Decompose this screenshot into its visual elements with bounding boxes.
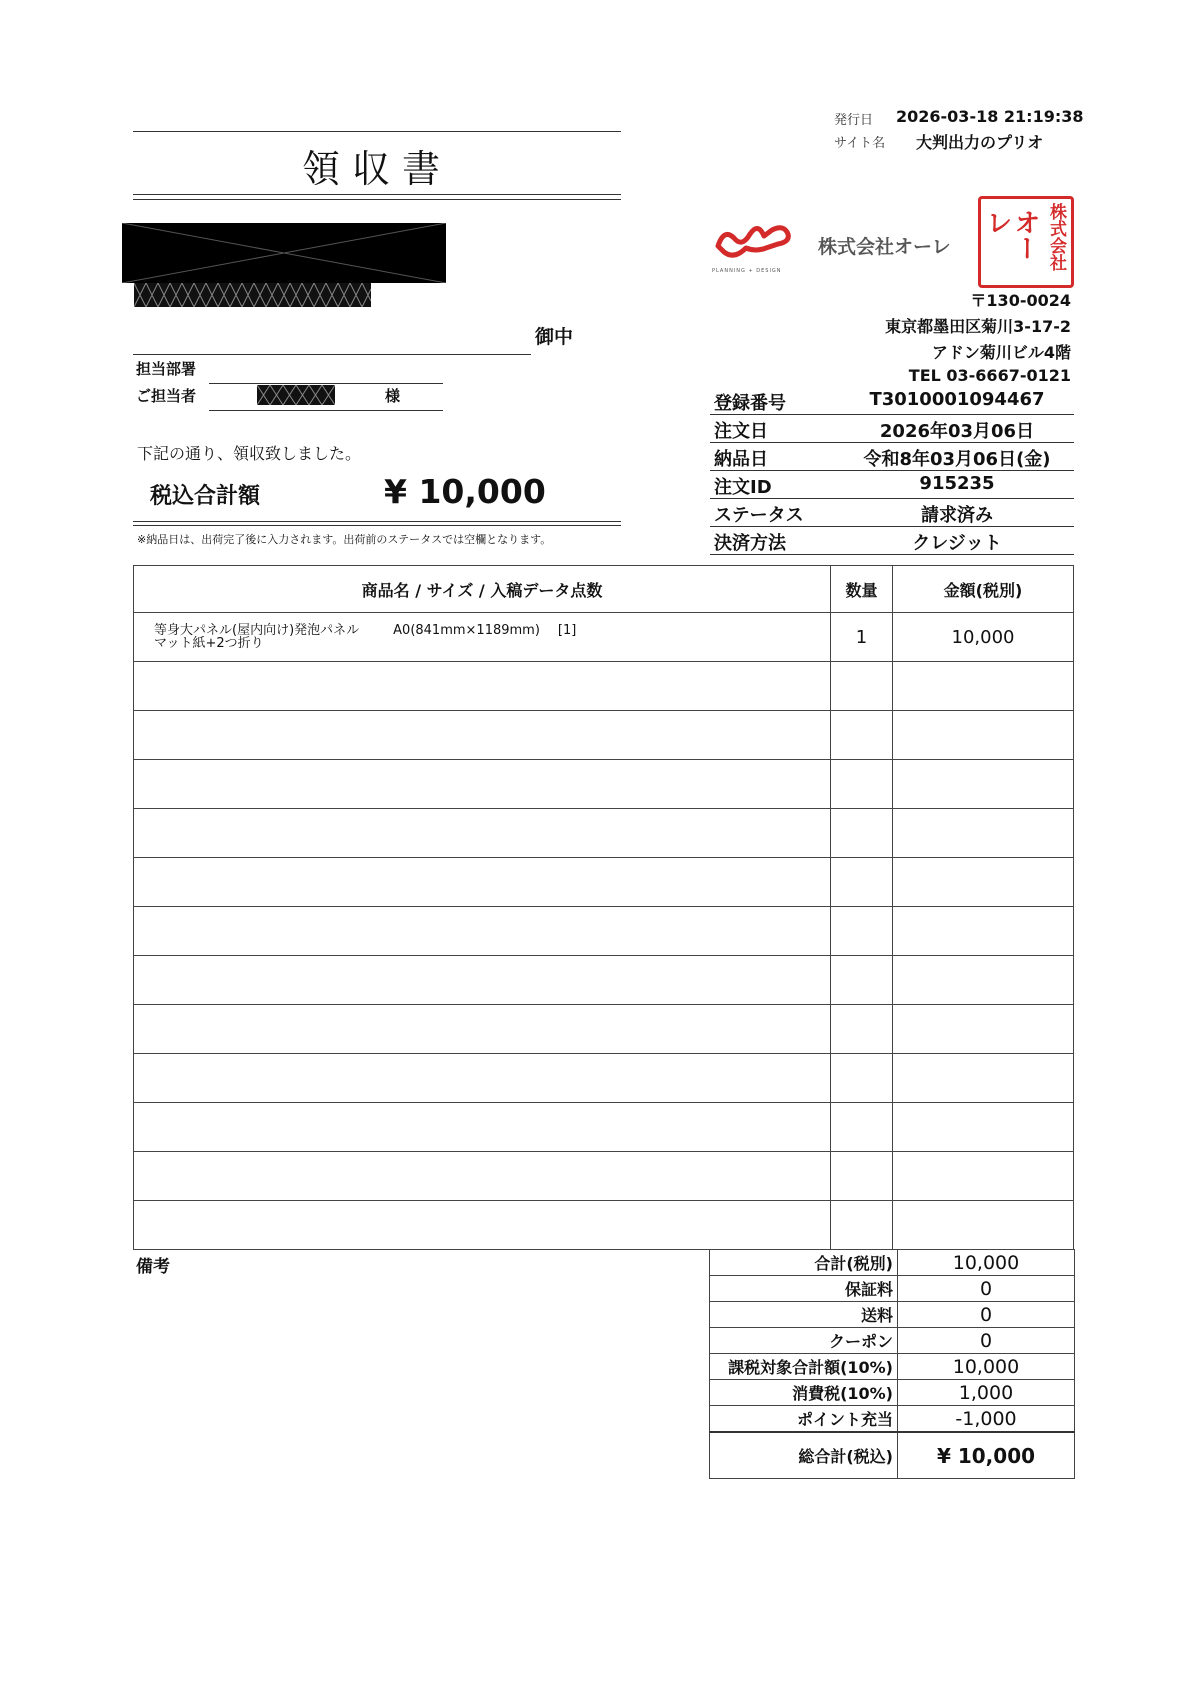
grand-total-label: 総合計(税込) — [710, 1432, 898, 1479]
item-dims: A0(841mm×1189mm) — [393, 623, 540, 638]
postal-code: 〒130-0024 — [970, 291, 1071, 310]
company-tel: TEL 03-6667-0121 — [908, 366, 1071, 385]
total-rule-2 — [133, 525, 621, 526]
total-value: ¥ 10,000 — [384, 472, 546, 511]
title-rule-top — [133, 131, 621, 132]
header-qty: 数量 — [831, 566, 893, 613]
title-rule-bottom — [133, 194, 621, 195]
table-row-empty — [134, 1054, 1074, 1103]
page-title: 領収書 — [301, 147, 452, 191]
redacted-person-name — [257, 385, 335, 405]
grand-total-row — [710, 1432, 1075, 1479]
summary-table — [709, 1249, 1075, 1479]
summary-label: 消費税(10%) — [710, 1380, 898, 1406]
info-label: 納品日 — [714, 449, 768, 470]
info-label: 注文ID — [714, 477, 772, 498]
summary-label: 保証料 — [710, 1276, 898, 1302]
table-row — [134, 613, 1074, 662]
header-item-name: 商品名 / サイズ / 入稿データ点数 — [134, 566, 831, 613]
item-name-cell — [134, 613, 831, 662]
honorific: 様 — [385, 387, 401, 405]
info-value: クレジット — [912, 533, 1002, 554]
info-value: T3010001094467 — [869, 389, 1045, 410]
site-name: 大判出力のプリオ — [916, 133, 1044, 152]
remarks-label: 備考 — [136, 1257, 170, 1277]
table-row-empty — [134, 1005, 1074, 1054]
onchu-label: 御中 — [535, 326, 574, 348]
summary-value: 0 — [898, 1302, 1075, 1328]
summary-label: 課税対象合計額(10%) — [710, 1354, 898, 1380]
person-label: ご担当者 — [136, 387, 197, 405]
header-amount: 金額(税別) — [893, 566, 1074, 613]
item-qty: 1 — [831, 613, 893, 662]
total-rule-1 — [133, 521, 621, 522]
items-table — [133, 565, 1074, 1250]
info-label: 登録番号 — [714, 393, 786, 414]
summary-label: ポイント充当 — [710, 1406, 898, 1433]
table-row-empty — [134, 907, 1074, 956]
info-row-registration — [710, 386, 1074, 415]
logo-caption: PLANNING + DESIGN — [712, 268, 782, 274]
summary-row — [710, 1380, 1075, 1406]
summary-value: 0 — [898, 1328, 1075, 1354]
table-row-empty — [134, 858, 1074, 907]
redacted-recipient-name — [122, 223, 446, 283]
summary-value: 10,000 — [898, 1250, 1075, 1276]
info-value: 915235 — [919, 473, 995, 494]
table-row-empty — [134, 956, 1074, 1005]
table-row-empty — [134, 760, 1074, 809]
summary-value: -1,000 — [898, 1406, 1075, 1433]
grand-total-value: ¥ 10,000 — [898, 1432, 1075, 1479]
table-row-empty — [134, 1201, 1074, 1250]
table-row-empty — [134, 1152, 1074, 1201]
summary-label: クーポン — [710, 1328, 898, 1354]
table-row-empty — [134, 662, 1074, 711]
info-row-payment-method — [710, 526, 1074, 555]
summary-value: 10,000 — [898, 1354, 1075, 1380]
issue-date: 2026-03-18 21:19:38 — [896, 107, 1084, 126]
info-row-status — [710, 498, 1074, 527]
summary-label: 送料 — [710, 1302, 898, 1328]
company-logo — [712, 218, 794, 274]
table-row-empty — [134, 809, 1074, 858]
delivery-note: ※納品日は、出荷完了後に入力されます。出荷前のステータスでは空欄となります。 — [137, 533, 552, 546]
summary-row — [710, 1250, 1075, 1276]
address-line-2: アドン菊川ビル4階 — [931, 343, 1071, 362]
summary-row — [710, 1276, 1075, 1302]
item-name: 等身大パネル(屋内向け)発泡パネル — [154, 623, 360, 638]
seal-text-2: オーレ — [982, 209, 1040, 261]
info-label: 注文日 — [714, 421, 768, 442]
summary-value: 0 — [898, 1276, 1075, 1302]
items-header-row — [134, 566, 1074, 613]
info-value: 2026年03月06日 — [879, 421, 1035, 442]
company-name: 株式会社オーレ — [818, 236, 951, 258]
item-name-line-2: マット紙+2つ折り — [154, 636, 264, 651]
info-label: 決済方法 — [714, 533, 786, 554]
total-label: 税込合計額 — [150, 484, 261, 509]
info-row-order-date — [710, 414, 1074, 443]
receipt-notice: 下記の通り、領収致しました。 — [137, 444, 362, 463]
summary-row — [710, 1302, 1075, 1328]
redacted-recipient-sub — [134, 283, 371, 307]
table-row-empty — [134, 711, 1074, 760]
info-row-order-id — [710, 470, 1074, 499]
info-row-delivery-date — [710, 442, 1074, 471]
summary-row — [710, 1406, 1075, 1433]
issue-date-label: 発行日 — [834, 113, 874, 128]
title-rule-bottom-2 — [133, 199, 621, 200]
summary-row — [710, 1354, 1075, 1380]
summary-label: 合計(税別) — [710, 1250, 898, 1276]
company-seal — [978, 196, 1074, 288]
item-amount: 10,000 — [893, 613, 1074, 662]
info-value: 令和8年03月06日(金) — [863, 449, 1051, 470]
site-name-label: サイト名 — [834, 136, 886, 151]
table-row-empty — [134, 1103, 1074, 1152]
info-label: ステータス — [714, 505, 804, 526]
summary-row — [710, 1328, 1075, 1354]
address-line-1: 東京都墨田区菊川3-17-2 — [885, 317, 1071, 336]
recipient-underline — [133, 354, 531, 355]
department-label: 担当部署 — [136, 360, 197, 378]
info-value: 請求済み — [921, 505, 993, 526]
person-underline — [209, 410, 443, 411]
department-underline — [209, 383, 443, 384]
seal-text-1: 株式会社 — [1046, 203, 1066, 271]
item-data-count: [1] — [557, 623, 577, 638]
summary-value: 1,000 — [898, 1380, 1075, 1406]
